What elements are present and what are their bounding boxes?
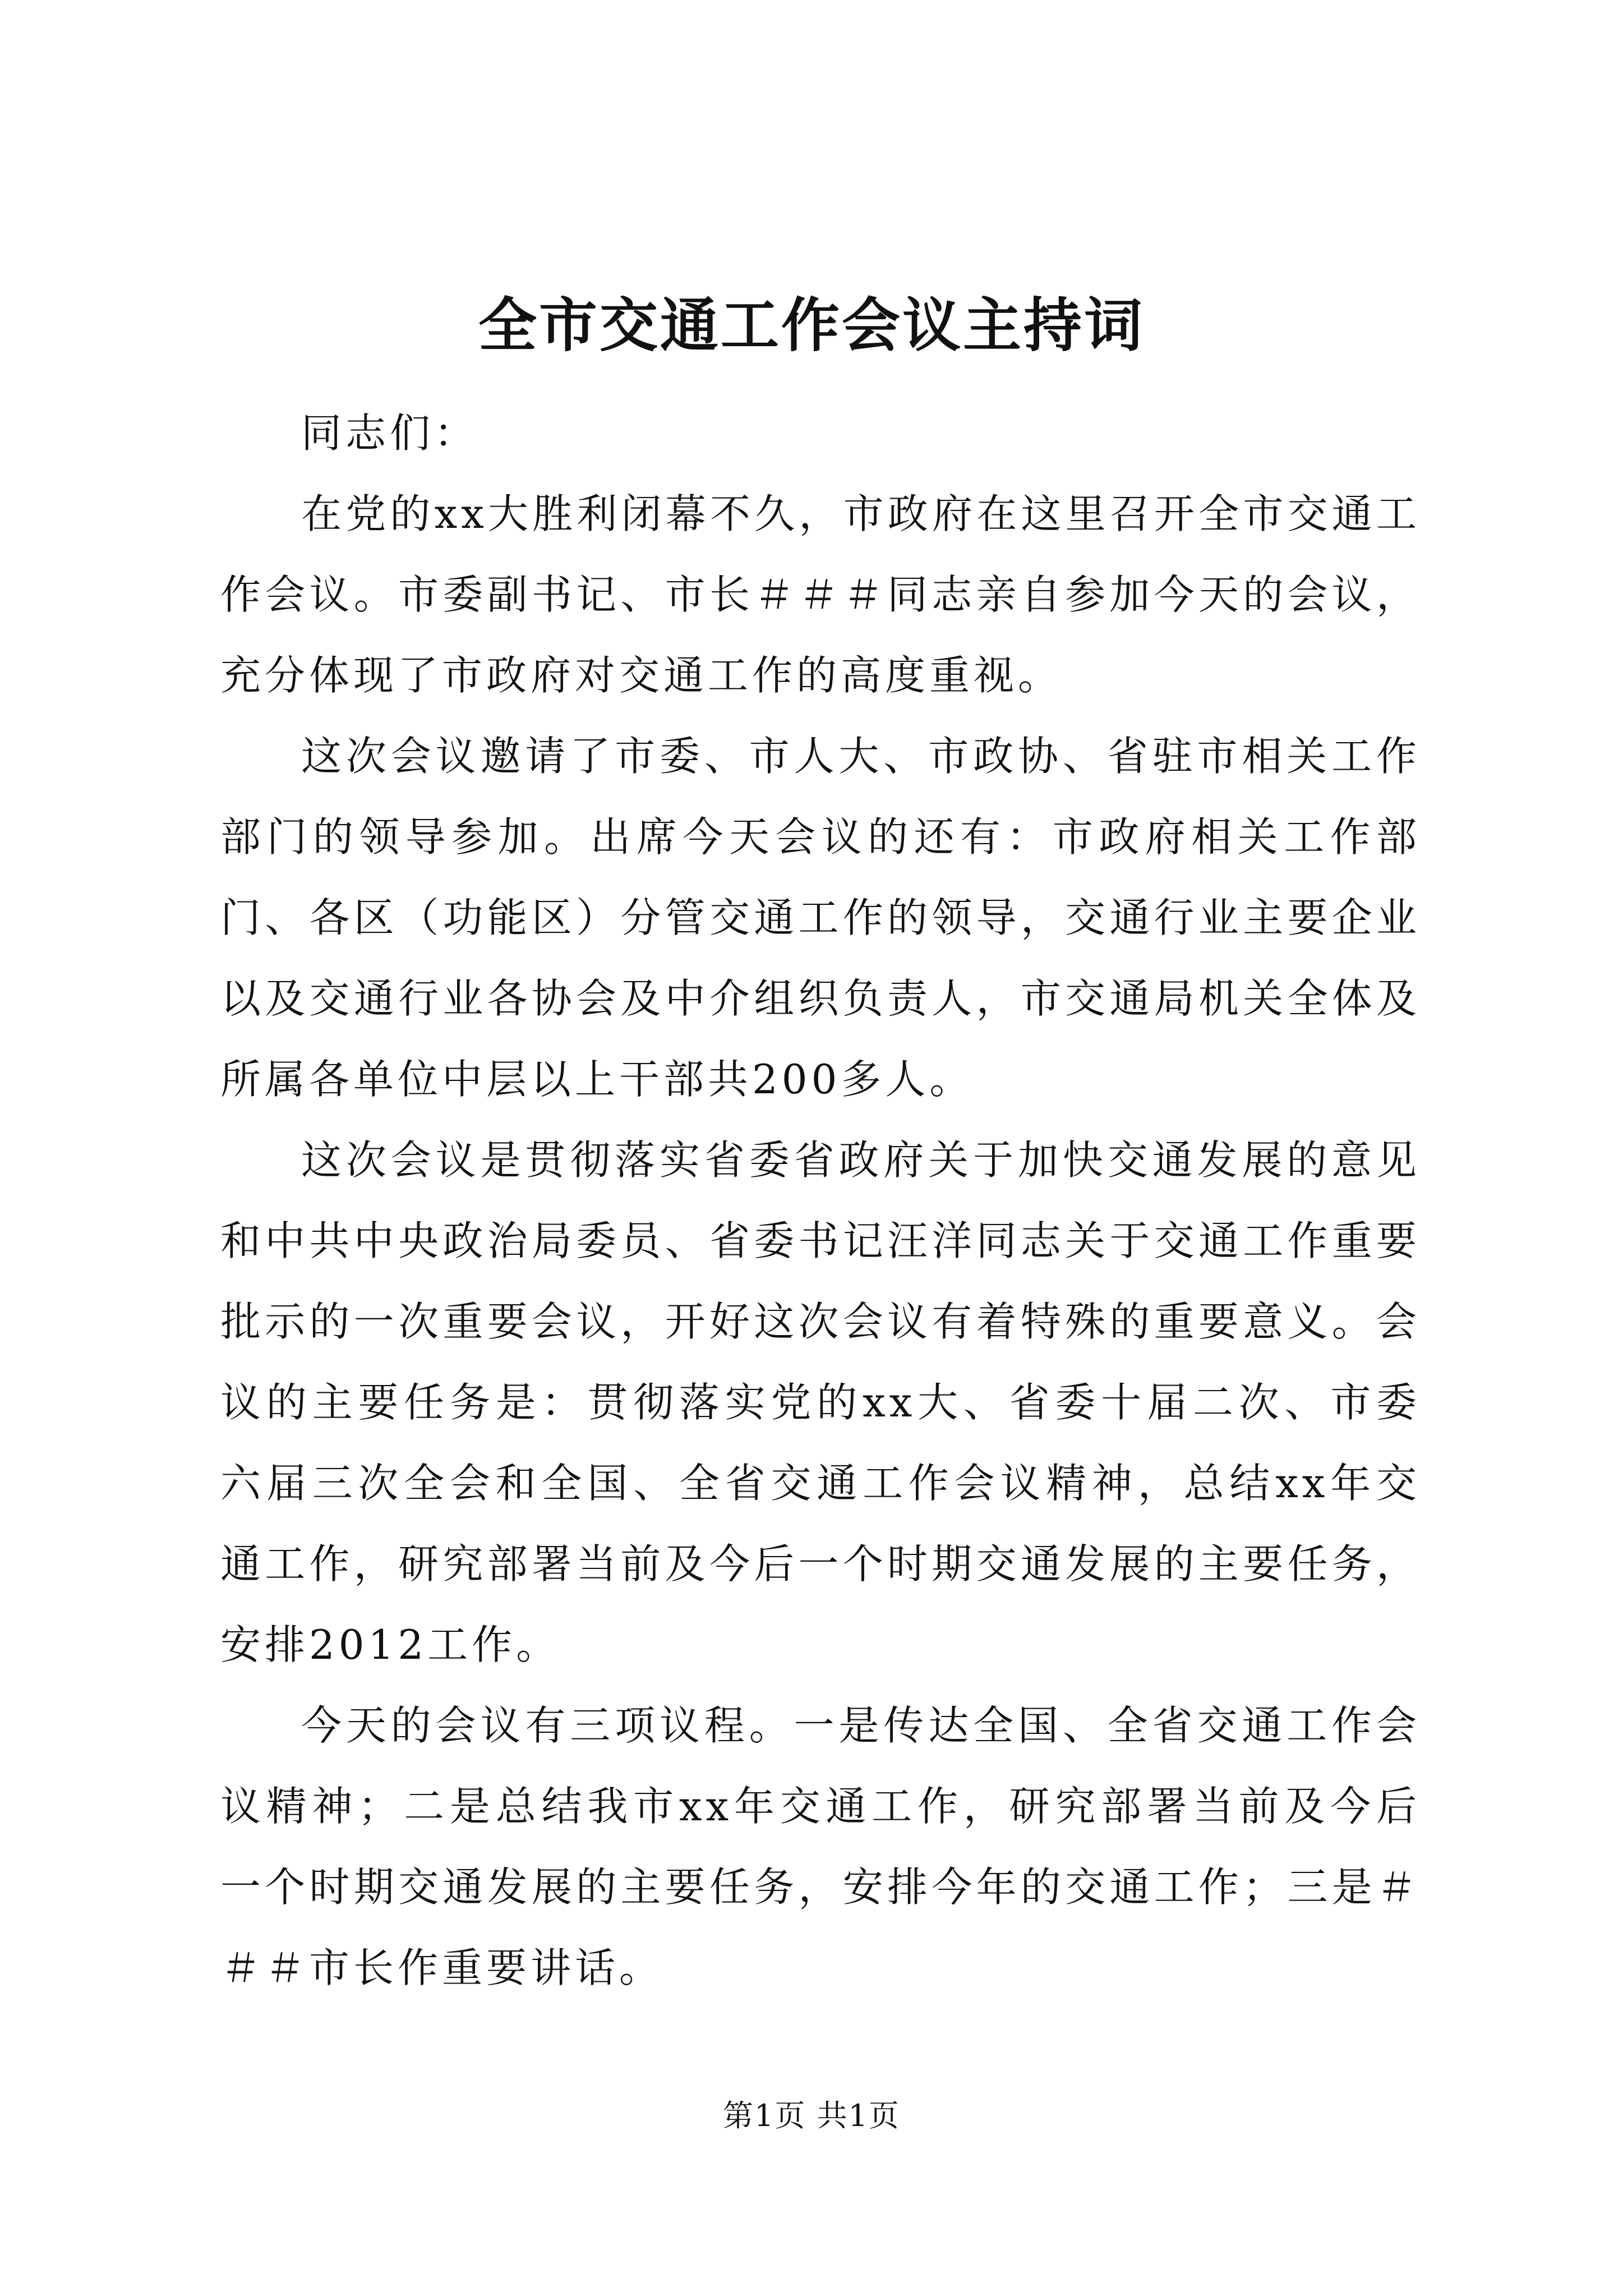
paragraph-1: 在党的xx大胜利闭幕不久，市政府在这里召开全市交通工作会议。市委副书记、市长＃＃＃同志亲自参加今天的会议，充分体现了市政府对交通工作的高度重视。 xyxy=(220,490,1421,699)
document-body xyxy=(220,393,1421,2008)
paragraph-2: 这次会议邀请了市委、市人大、市政协、省驻市相关工作部门的领导参加。出席今天会议的还有：市政府相关工作部门、各区（功能区）分管交通工作的领导，交通行业主要企业以及交通行业各协会及中介组织负责人，市交通局机关全体及所属各单位中层以上干部共200多人。 xyxy=(220,733,1421,1103)
paragraph-4: 今天的会议有三项议程。一是传达全国、全省交通工作会议精神；二是总结我市xx年交通工作，研究部署当前及今后一个时期交通发展的主要任务，安排今年的交通工作；三是＃＃＃市长作重要讲话。 xyxy=(220,1702,1421,1991)
salutation: 同志们： xyxy=(301,409,479,457)
document-title: 全市交通工作会议主持词 xyxy=(478,291,1145,360)
paragraph-3: 这次会议是贯彻落实省委省政府关于加快交通发展的意见和中共中央政治局委员、省委书记汪洋同志关于交通工作重要批示的一次重要会议，开好这次会议有着特殊的重要意义。会议的主要任务是：贯彻落实党的xx大、省委十届二次、市委六届三次全会和全国、全省交通工作会议精神，总结xx年交通工作，研究部署当前及今后一个时期交通发展的主要任务，安排2012工作。 xyxy=(220,1137,1421,1668)
page-footer: 第1页 共1页 xyxy=(723,2098,900,2133)
